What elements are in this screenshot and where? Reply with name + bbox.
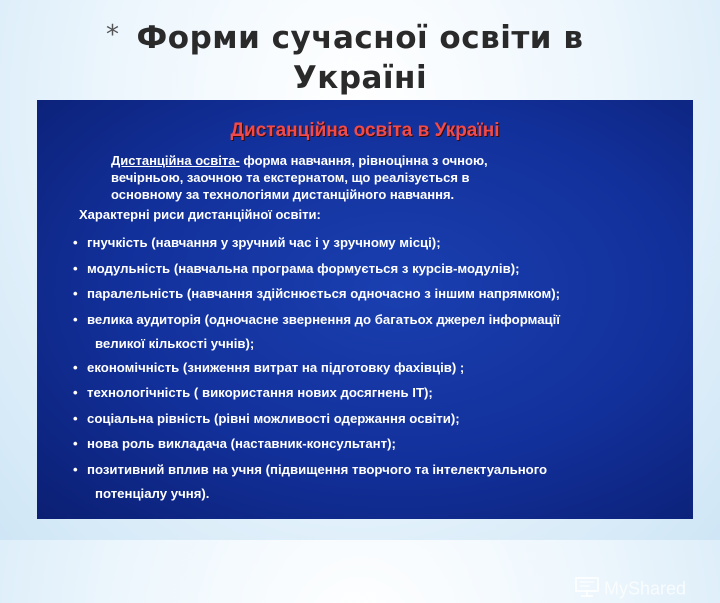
list-item: • модульність (навчальна програма формується з курсів-модулів);	[73, 260, 520, 276]
slide-title	[100, 18, 620, 98]
definition-line1-text: форма навчання, рівноцінна з очною,	[239, 153, 488, 168]
definition-line3: основному за технологіями дистанційного навчання.	[111, 187, 455, 202]
panel-heading: Дистанційна освіта в Україні	[230, 120, 500, 141]
list-item: • велика аудиторія (одночасне звернення до багатьох джерел інформації великої кількості учнів);	[73, 311, 561, 351]
slide-title-line2: Україні	[292, 60, 428, 96]
watermark	[574, 576, 686, 603]
list-item: • економічність (зниження витрат на підготовку фахівців) ;	[73, 359, 465, 375]
definition-line2: вечірньою, заочною та екстернатом, що реалізується в	[111, 170, 470, 185]
features-label: Характерні риси дистанційної освіти:	[79, 207, 321, 222]
list-item: • паралельність (навчання здійснюється одночасно з іншим напрямком);	[73, 286, 561, 301]
presentation-icon	[574, 576, 600, 603]
list-item: • гнучкість (навчання у зручний час і у зручному місці);	[73, 235, 441, 250]
list-item: • соціальна рівність (рівні можливості одержання освіти);	[73, 410, 460, 426]
list-item: • позитивний вплив на учня (підвищення творчого та інтелектуального потенціалу учня).	[73, 461, 548, 501]
definition-term: Дистанційна освіта-	[111, 153, 240, 168]
title-bullet: *	[106, 20, 119, 50]
watermark-text: MyShared	[604, 578, 687, 599]
list-item: • технологічність ( використання нових досягнень ІТ);	[73, 385, 433, 400]
feature-list	[73, 230, 685, 505]
slide-title-line1: Форми сучасної освіти в	[136, 20, 584, 56]
definition-text	[111, 152, 671, 203]
definition-line1	[111, 152, 671, 169]
list-item: • нова роль викладача (наставник-консультант);	[73, 436, 396, 451]
content-panel	[37, 100, 693, 599]
